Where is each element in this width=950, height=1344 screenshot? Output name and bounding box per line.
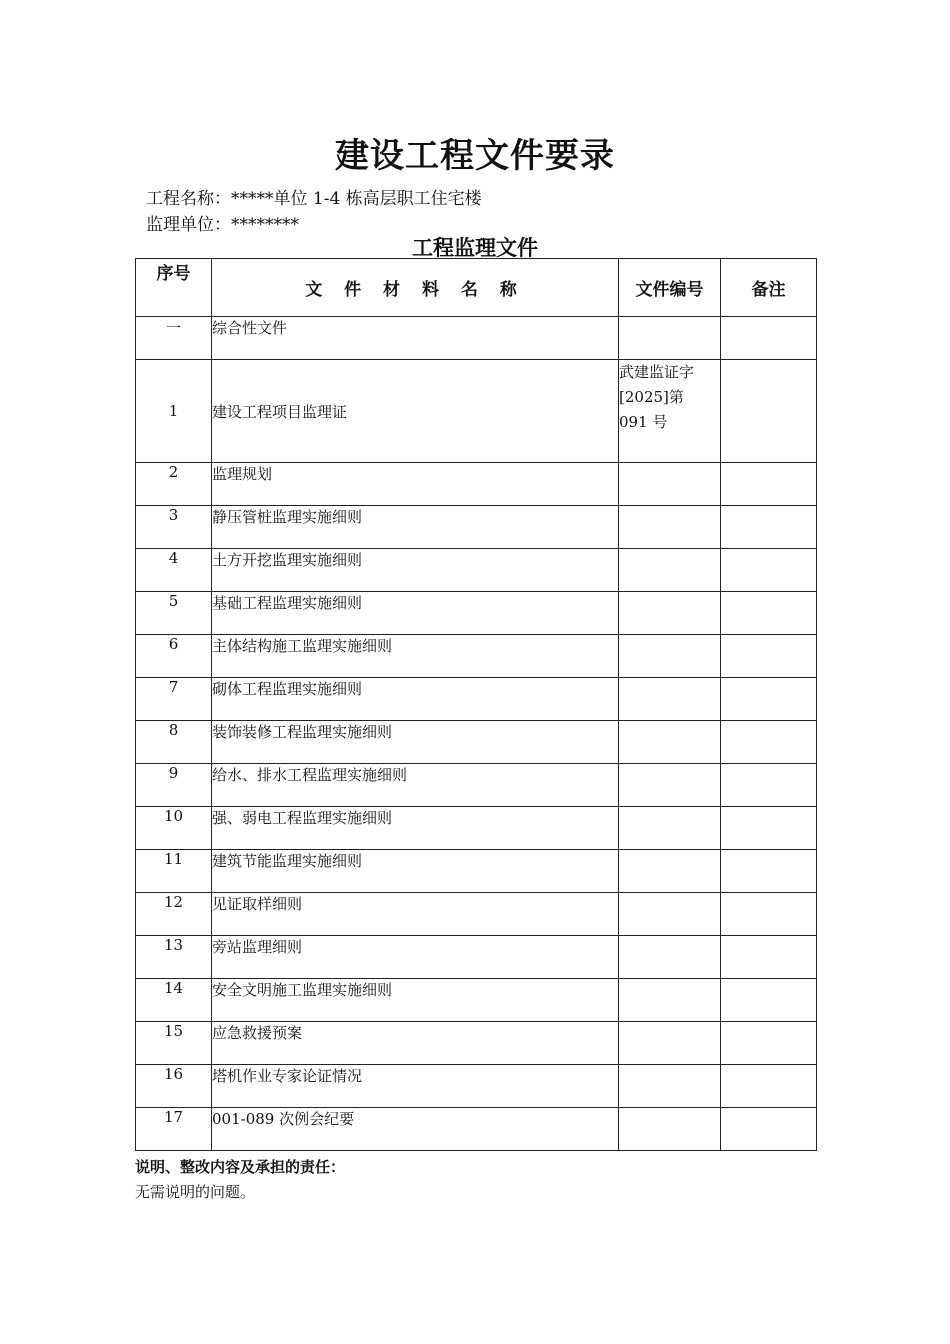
- row-number: 3: [136, 506, 212, 549]
- table-body: [136, 317, 817, 1151]
- row-remark: [721, 678, 817, 721]
- row-name: 旁站监理细则: [212, 936, 619, 979]
- document-table: [135, 258, 817, 1151]
- row-remark: [721, 592, 817, 635]
- row-remark: [721, 317, 817, 360]
- row-name: 建筑节能监理实施细则: [212, 850, 619, 893]
- supervisor-line: 监理单位：********: [146, 215, 299, 235]
- row-number: 11: [136, 850, 212, 893]
- row-code-line: [2025]第: [619, 388, 684, 406]
- row-code: [619, 592, 721, 635]
- row-remark: [721, 893, 817, 936]
- row-remark: [721, 721, 817, 764]
- table-row: [136, 1065, 817, 1108]
- table-row: [136, 850, 817, 893]
- row-name: 塔机作业专家论证情况: [212, 1065, 619, 1108]
- row-code: [619, 807, 721, 850]
- table-row: [136, 979, 817, 1022]
- row-name: 监理规划: [212, 463, 619, 506]
- row-code: [619, 463, 721, 506]
- table-row: [136, 936, 817, 979]
- row-code: [619, 635, 721, 678]
- row-name: 综合性文件: [212, 317, 619, 360]
- table-row: [136, 360, 817, 463]
- table-row: [136, 463, 817, 506]
- row-name: 强、弱电工程监理实施细则: [212, 807, 619, 850]
- row-number: 13: [136, 936, 212, 979]
- row-code: [619, 549, 721, 592]
- row-code: [619, 721, 721, 764]
- row-code: [619, 506, 721, 549]
- row-number: 9: [136, 764, 212, 807]
- row-number: 8: [136, 721, 212, 764]
- table-row: [136, 592, 817, 635]
- table-row: [136, 506, 817, 549]
- row-code: [619, 979, 721, 1022]
- row-code: [619, 936, 721, 979]
- row-number: 一: [136, 317, 212, 360]
- project-name-line: 工程名称：*****单位 1-4 栋高层职工住宅楼: [146, 189, 482, 209]
- row-number: 17: [136, 1108, 212, 1151]
- row-remark: [721, 1022, 817, 1065]
- table-row: [136, 635, 817, 678]
- page-title: 建设工程文件要录: [335, 136, 615, 176]
- table-row: [136, 549, 817, 592]
- row-code: [619, 678, 721, 721]
- row-remark: [721, 979, 817, 1022]
- row-name: 给水、排水工程监理实施细则: [212, 764, 619, 807]
- row-number: 7: [136, 678, 212, 721]
- row-code: [619, 1022, 721, 1065]
- row-name: 001-089 次例会纪要: [212, 1108, 619, 1151]
- row-number: 2: [136, 463, 212, 506]
- row-remark: [721, 463, 817, 506]
- header-name: 文 件 材 料 名 称: [212, 259, 619, 317]
- row-name: 土方开挖监理实施细则: [212, 549, 619, 592]
- row-number: 14: [136, 979, 212, 1022]
- row-code: [619, 360, 721, 463]
- row-name: 主体结构施工监理实施细则: [212, 635, 619, 678]
- row-number: 10: [136, 807, 212, 850]
- row-code-line: 091 号: [619, 413, 668, 431]
- row-remark: [721, 360, 817, 463]
- row-name: 砌体工程监理实施细则: [212, 678, 619, 721]
- table-row: [136, 807, 817, 850]
- row-code-line: 武建监证字: [619, 363, 695, 381]
- row-remark: [721, 807, 817, 850]
- row-remark: [721, 764, 817, 807]
- table-row: [136, 764, 817, 807]
- row-remark: [721, 1065, 817, 1108]
- row-remark: [721, 936, 817, 979]
- row-name: 基础工程监理实施细则: [212, 592, 619, 635]
- header-no: 序号: [136, 259, 212, 317]
- row-remark: [721, 635, 817, 678]
- row-remark: [721, 549, 817, 592]
- row-number: 4: [136, 549, 212, 592]
- row-name: 见证取样细则: [212, 893, 619, 936]
- row-name: 安全文明施工监理实施细则: [212, 979, 619, 1022]
- row-name: 应急救援预案: [212, 1022, 619, 1065]
- notes-label: 说明、整改内容及承担的责任：: [135, 1158, 346, 1176]
- row-remark: [721, 850, 817, 893]
- row-code: [619, 764, 721, 807]
- row-code: [619, 893, 721, 936]
- table-row: [136, 721, 817, 764]
- row-number: 15: [136, 1022, 212, 1065]
- row-number: 5: [136, 592, 212, 635]
- row-remark: [721, 506, 817, 549]
- row-name: 装饰装修工程监理实施细则: [212, 721, 619, 764]
- row-name: 建设工程项目监理证: [212, 360, 619, 463]
- row-number: 16: [136, 1065, 212, 1108]
- row-number: 6: [136, 635, 212, 678]
- row-code: [619, 1108, 721, 1151]
- header-remark: 备注: [721, 259, 817, 317]
- table-row: [136, 317, 817, 360]
- row-number: 12: [136, 893, 212, 936]
- section-title: 工程监理文件: [412, 235, 538, 260]
- header-code: 文件编号: [619, 259, 721, 317]
- table-row: [136, 893, 817, 936]
- table-row: [136, 678, 817, 721]
- row-code: [619, 1065, 721, 1108]
- notes-text: 无需说明的问题。: [135, 1183, 256, 1201]
- row-number: 1: [136, 360, 212, 463]
- table-row: [136, 1022, 817, 1065]
- row-code: [619, 850, 721, 893]
- table-header-row: [136, 259, 817, 317]
- row-name: 静压管桩监理实施细则: [212, 506, 619, 549]
- row-remark: [721, 1108, 817, 1151]
- table-row: [136, 1108, 817, 1151]
- row-code: [619, 317, 721, 360]
